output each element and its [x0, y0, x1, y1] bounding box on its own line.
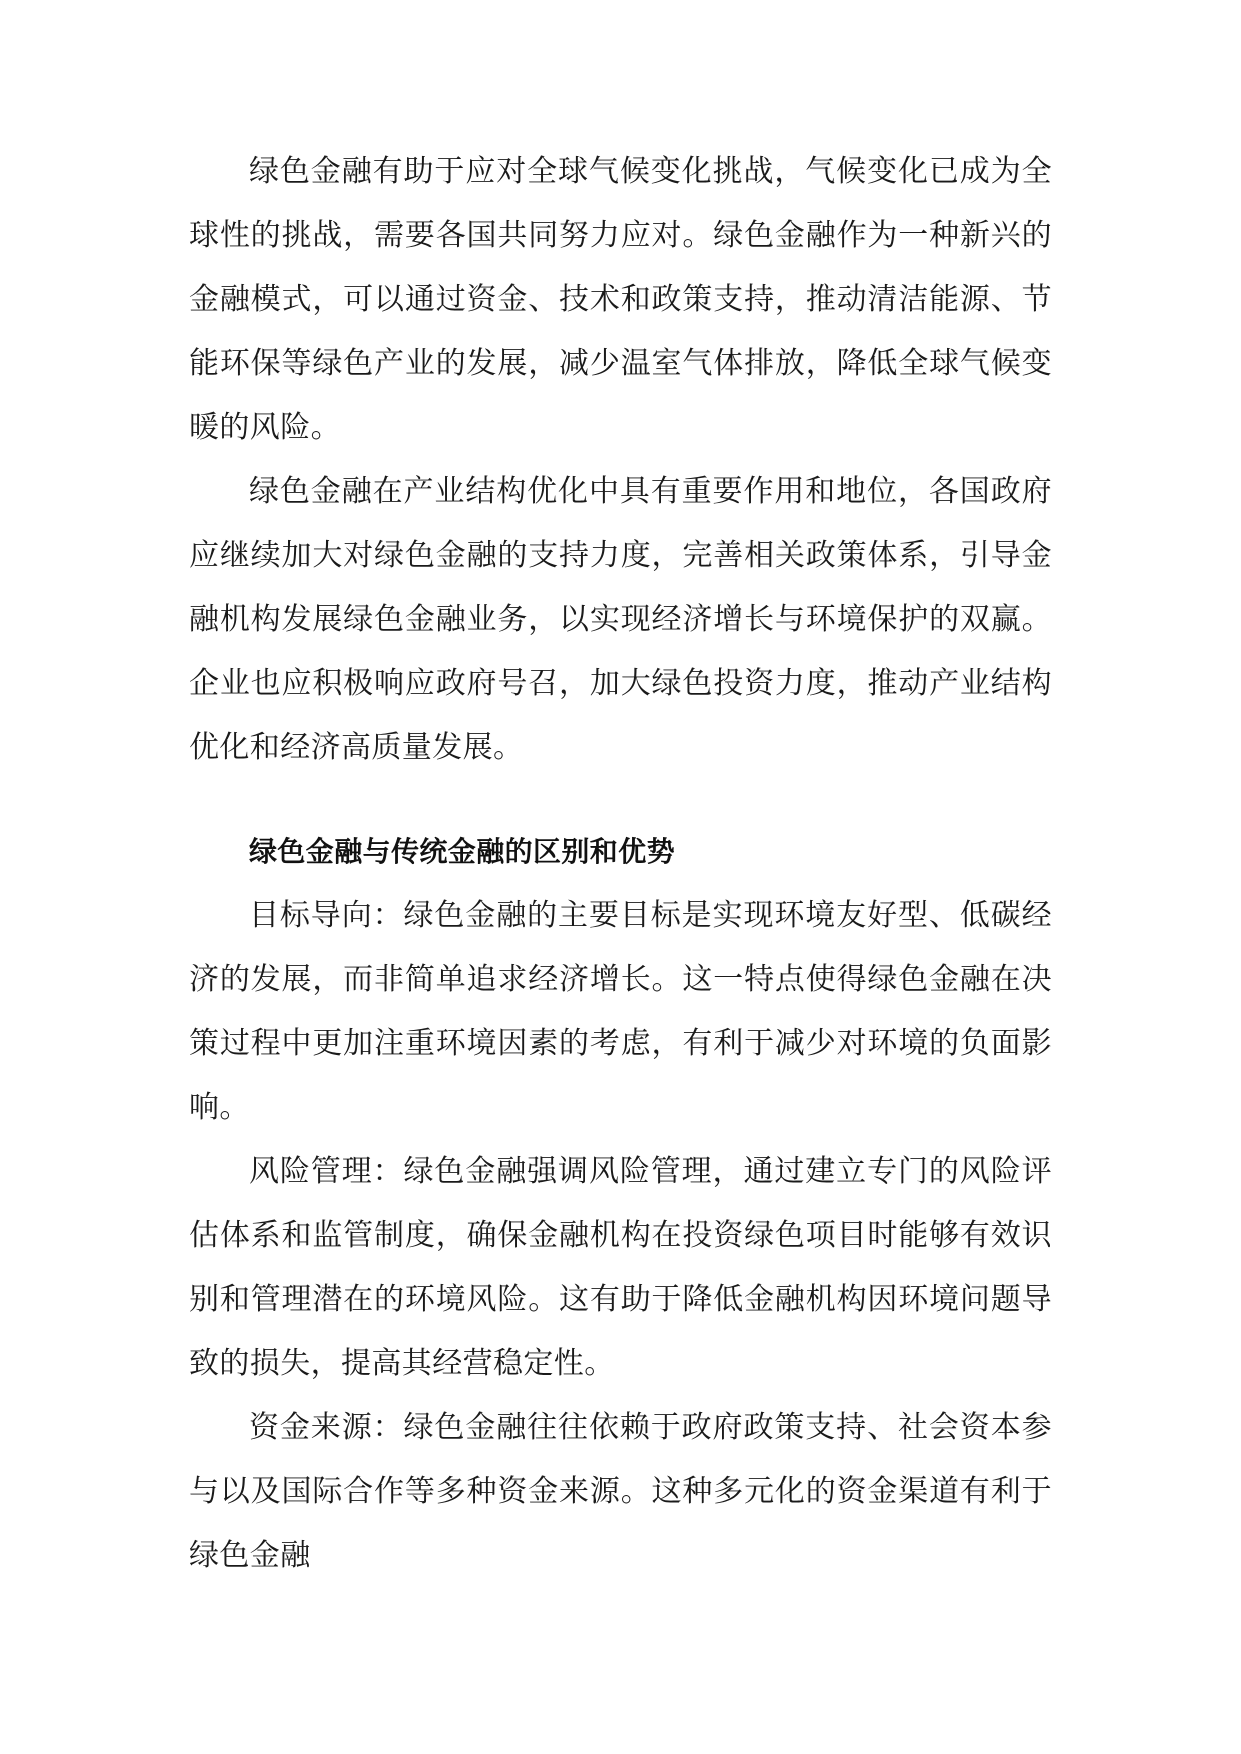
paragraph-risk-management: 风险管理：绿色金融强调风险管理，通过建立专门的风险评估体系和监管制度，确保金融机构在投资绿色项目时能够有效识别和管理潜在的环境风险。这有助于降低金融机构因环境问题导致的损失，提高其经营稳定性。 [189, 1154, 1052, 1381]
section-spacer [189, 780, 1052, 820]
paragraph-industry-role: 绿色金融在产业结构优化中具有重要作用和地位，各国政府应继续加大对绿色金融的支持力度，完善相关政策体系，引导金融机构发展绿色金融业务，以实现经济增长与环境保护的双赢。企业也应积极响应政府号召，加大绿色投资力度，推动产业结构优化和经济高质量发展。 [189, 474, 1052, 765]
section-heading: 绿色金融与传统金融的区别和优势 [249, 835, 676, 868]
paragraph-goal-orientation: 目标导向：绿色金融的主要目标是实现环境友好型、低碳经济的发展，而非简单追求经济增长。这一特点使得绿色金融在决策过程中更加注重环境因素的考虑，有利于减少对环境的负面影响。 [189, 898, 1052, 1125]
paragraph-funding-sources: 资金来源：绿色金融往往依赖于政府政策支持、社会资本参与以及国际合作等多种资金来源。这种多元化的资金渠道有利于绿色金融 [189, 1410, 1052, 1573]
paragraph-climate-challenge: 绿色金融有助于应对全球气候变化挑战，气候变化已成为全球性的挑战，需要各国共同努力应对。绿色金融作为一种新兴的金融模式，可以通过资金、技术和政策支持，推动清洁能源、节能环保等绿色产业的发展，减少温室气体排放，降低全球气候变暖的风险。 [189, 154, 1052, 445]
document-body [189, 140, 1052, 1588]
